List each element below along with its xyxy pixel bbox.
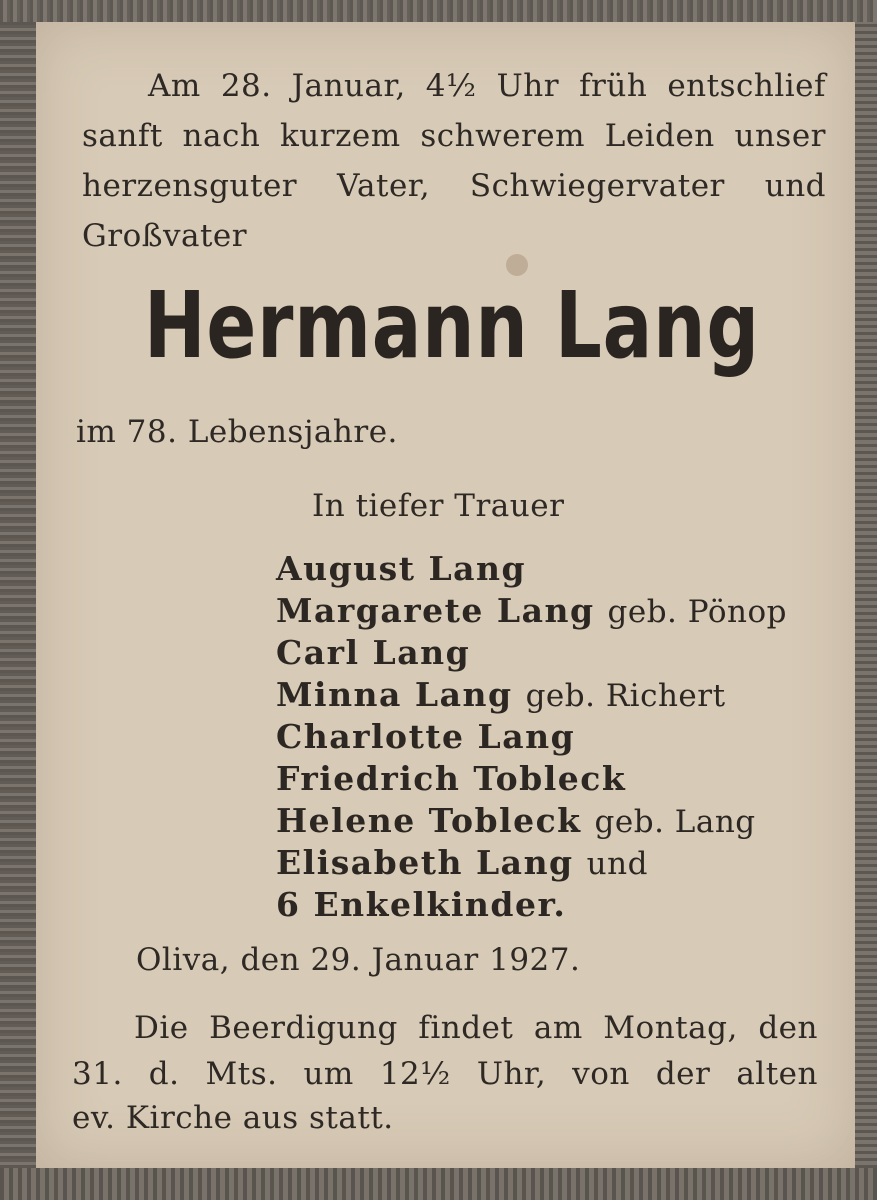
mourner-name-1 <box>276 549 526 588</box>
mourner-name: Carl Lang <box>276 633 471 672</box>
mourner-name: Charlotte Lang <box>276 717 576 756</box>
paper-edge-left <box>0 22 36 1168</box>
funeral-line-2: 31. d. Mts. um 12½ Uhr, von der alten <box>72 1056 818 1092</box>
mourner-name: Minna Lang <box>276 675 513 714</box>
mourner-name: Elisabeth Lang <box>276 843 574 882</box>
paper-edge-right <box>855 22 877 1168</box>
mourner-name: Friedrich Tobleck <box>276 759 627 798</box>
funeral-line-1: Die Beerdigung findet am Montag, den <box>134 1010 818 1046</box>
funeral-line-3: ev. Kirche aus statt. <box>72 1100 394 1136</box>
mourner-suffix: geb. Lang <box>594 804 756 840</box>
mourner-name-5 <box>276 717 575 756</box>
intro-line-4: Großvater <box>82 218 248 254</box>
paper-edge-top <box>0 0 877 22</box>
paper-edge-bottom <box>0 1168 877 1200</box>
age-line: im 78. Lebensjahre. <box>76 414 398 450</box>
mourner-suffix: geb. Richert <box>525 678 726 714</box>
mourner-suffix: und <box>586 846 648 882</box>
mourner-name: Helene Tobleck <box>276 801 582 840</box>
obituary-notice <box>36 22 855 1168</box>
mourner-suffix: geb. Pönop <box>607 594 787 630</box>
mourner-name: 6 Enkelkinder. <box>276 885 567 924</box>
mourner-name: August Lang <box>276 549 527 588</box>
place-date: Oliva, den 29. Januar 1927. <box>136 942 581 978</box>
mourner-name: Margarete Lang <box>276 591 595 630</box>
intro-line-2: sanft nach kurzem schwerem Leiden unser <box>82 118 826 154</box>
deceased-name: Hermann Lang <box>144 272 760 379</box>
mourner-name-8 <box>276 843 648 882</box>
intro-line-1: Am 28. Januar, 4½ Uhr früh entschlief <box>148 68 826 104</box>
mourner-name-4 <box>276 675 726 714</box>
mourner-name-6 <box>276 759 626 798</box>
mourner-name-3 <box>276 633 470 672</box>
mourner-name-2 <box>276 591 787 630</box>
mourner-name-9 <box>276 885 566 924</box>
mourner-name-7 <box>276 801 756 840</box>
mourning-heading: In tiefer Trauer <box>312 488 565 524</box>
intro-line-3: herzensguter Vater, Schwiegervater und <box>82 168 826 204</box>
